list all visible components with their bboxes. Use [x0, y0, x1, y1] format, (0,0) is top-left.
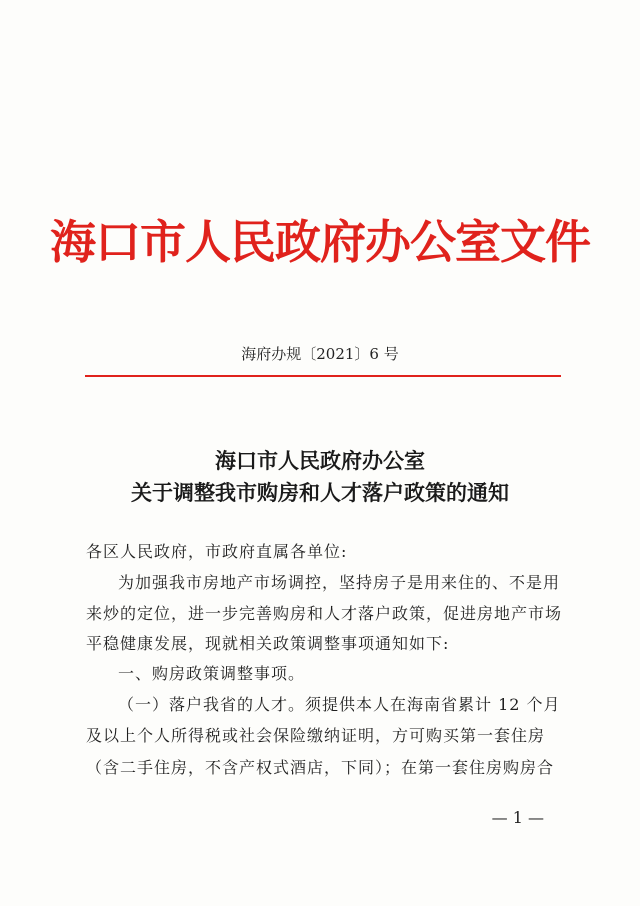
document-masthead: 海口市人民政府办公室文件	[50, 215, 590, 269]
body-text-line: （含二手住房，不含产权式酒店，下同）；在第一套住房购房合	[86, 758, 555, 777]
document-title-line-1: 海口市人民政府办公室	[215, 448, 425, 473]
body-text-line: 及以上个人所得税或社会保险缴纳证明，方可购买第一套住房	[86, 726, 546, 745]
page-number: — 1 —	[491, 808, 544, 827]
body-text-line: 为加强我市房地产市场调控，坚持房子是用来住的、不是用	[118, 573, 561, 592]
salutation: 各区人民政府，市政府直属各单位:	[86, 542, 348, 561]
section-heading: 一、购房政策调整事项。	[118, 664, 306, 683]
document-number: 海府办规〔2021〕6 号	[241, 345, 399, 363]
body-text-line: 来炒的定位，进一步完善购房和人才落户政策，促进房地产市场	[86, 604, 563, 623]
body-text-line: （一）落户我省的人才。须提供本人在海南省累计 12 个月	[118, 695, 561, 714]
body-text-line: 平稳健康发展，现就相关政策调整事项通知如下:	[86, 634, 450, 653]
red-divider-line	[85, 375, 561, 377]
document-title-line-2: 关于调整我市购房和人才落户政策的通知	[131, 480, 509, 505]
